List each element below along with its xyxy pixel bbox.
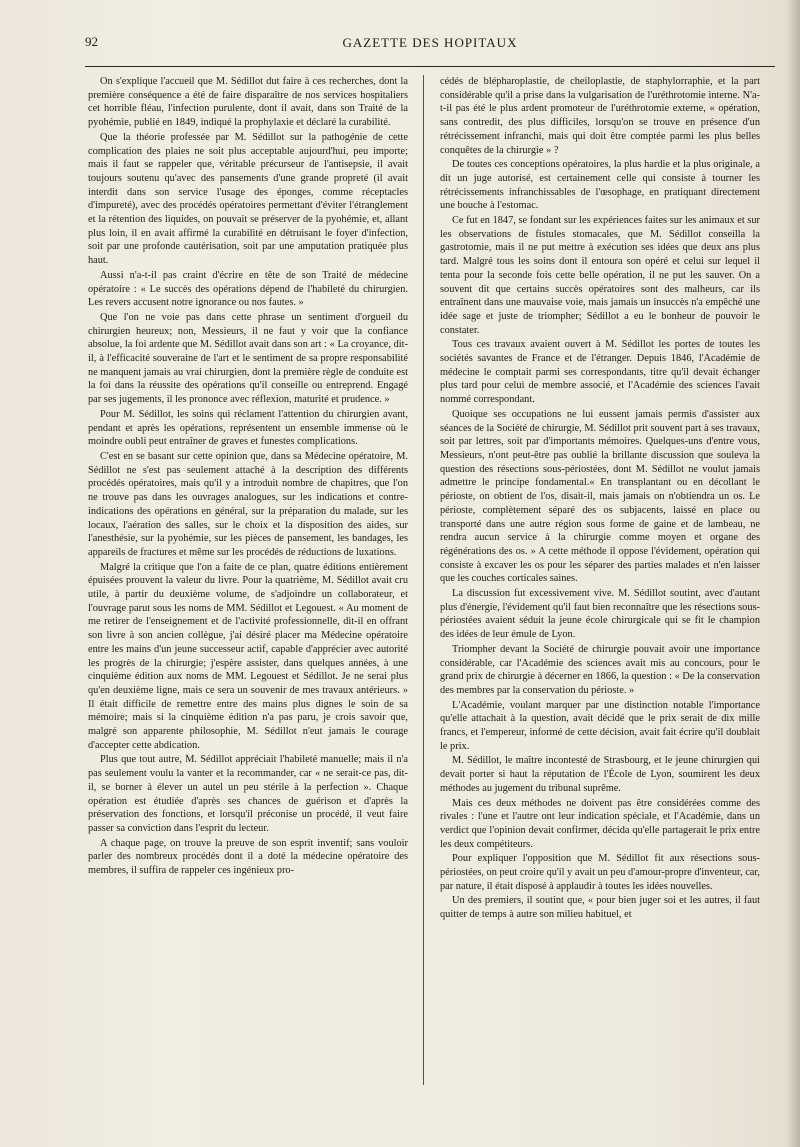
page-edge-shadow bbox=[786, 0, 800, 1147]
paragraph: cédés de blépharoplastie, de cheiloplastie, de staphylorraphie, et la part considérable qu'il a prise dans la vulgarisation de l'uréthrotomie interne. N'a-t-il pas été le plus ardent promoteur de l'uréthrotomie externe, « opération, sans contredit, des plus difficiles, lorsqu'on se trouve en présence d'un rétrécissement infranchi, mais qui doit être comptée parmi les plus belles conquêtes de la chirurgie » ? bbox=[440, 76, 760, 156]
paragraph: L'Académie, voulant marquer par une distinction notable l'importance qu'elle attachait à la question, avait décidé que le prix serait de dix mille francs, et l'empereur, informé de cette décision, avait fait écrire qu'il doublait le prix. bbox=[440, 699, 760, 752]
paragraph: C'est en se basant sur cette opinion que, dans sa Médecine opératoire, M. Sédillot ne s'est pas seulement attaché à la description des différents procédés opératoires, mais qu'il y a introduit nombre de chapitres, que l'on ne trouve pas dans les ouvrages analogues, sur les indications et contre-indications des opérations en général, sur la préparation du malade, sur les locaux, l'aération des salles, sur le choix et la disposition des aides, sur l'anesthésie, sur la pyohémie, sur les pièces de pansement, les bandages, les appareils de fractures et même sur les procédés de réductions de luxations. bbox=[88, 450, 408, 558]
column-divider bbox=[423, 75, 424, 1085]
running-title: GAZETTE DES HOPITAUX bbox=[342, 35, 518, 50]
paragraph: Aussi n'a-t-il pas craint d'écrire en tête de son Traité de médecine opératoire : « Le succès des opérations dépend de l'habileté du chirurgien. Les revers accusent notre ignorance ou nos fautes. » bbox=[88, 269, 408, 309]
paragraph: Pour expliquer l'opposition que M. Sédillot fit aux résections sous-périostées, on peut croire qu'il y avait un peu d'amour-propre d'inventeur, car, par nature, il était disposé à applaudir à toutes les idées nouvelles. bbox=[440, 853, 760, 892]
paragraph: Plus que tout autre, M. Sédillot appréciait l'habileté manuelle; mais il n'a pas seulement voulu la vanter et la recommander, car « ne serait-ce pas, dit-il, se borner à élever un autel un peu stérile à la perfection ». Chaque opération est étudiée d'après ses chances de guérison et d'après la préservation des fonctions, et lorsqu'il préconise un procédé, il veut faire passer sa conviction dans l'esprit du lecteur. bbox=[88, 754, 408, 834]
page-number: 92 bbox=[85, 34, 98, 49]
paragraph: On s'explique l'accueil que M. Sédillot dut faire à ces recherches, dont la première conséquence a été de faire disparaître de nos services hospitaliers cet horrible fléau, l'infection purulente, dont il avait, dans son Traité de la pyohémie, publié en 1849, indiqué la prophylaxie et déclaré la curabilité. bbox=[88, 76, 408, 129]
paragraph: Triompher devant la Société de chirurgie pouvait avoir une importance considérable, car l'Académie des sciences avait mis au concours, pour le grand prix de chirurgie à décerner en 1866, la question : « De la conservation des membres par la conservation du périoste. » bbox=[440, 643, 760, 696]
paragraph: M. Sédillot, le maître incontesté de Strasbourg, et le jeune chirurgien qui devait porter si haut la réputation de l'École de Lyon, soumirent les deux méthodes au jugement du tribunal suprême. bbox=[440, 755, 760, 794]
paragraph: De toutes ces conceptions opératoires, la plus hardie et la plus originale, a dit un juge autorisé, est certainement celle qui consiste à tourner les rétrécissements infranchissables de l'œsophage, en pratiquant directement une bouche à l'estomac. bbox=[440, 159, 760, 212]
paragraph: Ce fut en 1847, se fondant sur les expériences faites sur les animaux et sur les observations de fistules stomacales, que M. Sédillot conseilla la gastrotomie, mais il ne put mettre à exécution ses idées que deux ans plus tard. Malgré tous les soins dont il entoura son opéré et celui sur lequel il tenta pour la seconde fois cette belle opération, il ne put les sauver. On a souvent dit que certains succès opératoires sont des malheurs, car ils entraînent dans une mauvaise voie, mais jamais un insuccès n'a empêché une idée sage et juste de triompher; Sédillot a eu le bonheur de pouvoir le constater. bbox=[440, 215, 760, 336]
paragraph: Pour M. Sédillot, les soins qui réclament l'attention du chirurgien avant, pendant et après les opérations, représentent un ensemble immense où le moindre oubli peut entraîner de graves et funestes complications. bbox=[88, 408, 408, 448]
paragraph: Quoique ses occupations ne lui eussent jamais permis d'assister aux séances de la Société de chirurgie, M. Sédillot prit souvent part à ses travaux, soit par lettres, soit par d'importants mémoires. Quelques-uns d'entre vous, Messieurs, n'ont peut-être pas oublié la brillante discussion que souleva la question des résections sous-périostées, dont M. Sédillot ne voulut jamais admettre le principe fondamental.« En transplantant ou en décollant le périoste, on obtient de l'os, disait-il, mais jamais on n'obtiendra un os. Le périoste, complètement séparé des os subjacents, laissé en place ou transporté dans une autre région sous forme de gaine et de lambeau, ne rendra aucun service à la chirurgie comme moyen et organe des régénérations des os. » A cette méthode il oppose l'évidement, opération qui consiste à excaver les os pour les séparer des parties malades et n'en laisser que les couches corticales saines. bbox=[440, 408, 760, 585]
paragraph: Mais ces deux méthodes ne doivent pas être considérées comme des rivales : l'une et l'autre ont leur indication spéciale, et l'Académie, dans un verdict que l'opinion devait confirmer, décida qu'elle partagerait le prix entre les deux compétiteurs. bbox=[440, 797, 760, 850]
right-column bbox=[440, 75, 760, 923]
paragraph: La discussion fut excessivement vive. M. Sédillot soutint, avec d'autant plus d'énergie, l'évidement qu'il faut bien reconnaître que les résections sous-périostées avaient séduit la jeune école chirurgicale qui se fit le champion des idées de leur émule de Lyon. bbox=[440, 588, 760, 641]
paragraph: Que l'on ne voie pas dans cette phrase un sentiment d'orgueil du chirurgien heureux; non, Messieurs, il ne faut y voir que la confiance absolue, la foi ardente que M. Sédillot avait dans son art : « La croyance, dit-il, à l'efficacité souveraine de l'art et le sentiment de sa propre responsabilité ne manquent jamais au vrai chirurgien, dont la première règle de conduite est la foi dans la réussite des opérations qu'il conseille ou entreprend. Engagé par ses jugements, il les prononce avec réflexion, maturité et prudence. » bbox=[88, 311, 408, 406]
left-column bbox=[88, 75, 408, 879]
paragraph: Tous ces travaux avaient ouvert à M. Sédillot les portes de toutes les sociétés savantes de France et de l'étranger. Depuis 1846, l'Académie de médecine le comptait parmi ses correspondants, titre qu'il devait échanger plus tard pour celui de membre associé, et l'Académie des sciences l'avait nommé correspondant. bbox=[440, 339, 760, 406]
paragraph: Un des premiers, il soutint que, « pour bien juger soi et les autres, il faut quitter de temps à autre son milieu habituel, et bbox=[440, 895, 760, 921]
paragraph: Que la théorie professée par M. Sédillot sur la pathogénie de cette complication des plaies ne soit plus acceptable aujourd'hui, peu importe; mais il faut se rappeler que, véritable précurseur de l'antisepsie, il avait toujours soutenu qu'avec des pansements d'une grande propreté (il avait interdit dans son service l'usage des éponges, comme réceptacles d'impureté), avec des procédés opératoires permettant d'éviter l'étranglement et la rétention des liquides, on pouvait se préserver de la pyohémie, et, allant plus loin, il en avait affirmé la curabilité en détruisant le foyer d'infection, soit par une profonde cautérisation, soit par une amputation pratiquée plus haut. bbox=[88, 131, 408, 267]
page-header bbox=[85, 32, 775, 67]
paragraph: A chaque page, on trouve la preuve de son esprit inventif; sans vouloir parler des nombreux procédés dont il a doté la médecine opératoire des membres, il suffira de rappeler ces ingénieux pro- bbox=[88, 837, 408, 877]
paragraph: Malgré la critique que l'on a faite de ce plan, quatre éditions entièrement épuisées prouvent la valeur du livre. Pour la quatrième, M. Sédillot avait cru utile, à partir du deuxième volume, de s'adjoindre un collaborateur, et l'ouvrage parut sous les noms de MM. Sédillot et Legouest. « Au moment de me retirer de l'enseignement et de l'activité professionnelle, dit-il en offrant son livre à son ancien collègue, j'ai désiré placer ma Médecine opératoire entre les mains d'un jeune successeur actif, capable d'apprécier avec autorité les progrès de la chirurgie; j'espère assister, dans quelques années, à une cinquième édition aux noms de MM. Legouest et Sédillot. Je ne serai plus qu'en deuxième ligne, mais ce sera un souvenir de mes travaux antérieurs. » Il était difficile de remettre entre des mains plus dignes le soin de sa mémoire; mais si la cinquième édition n'a pas paru, je crois savoir que, malgré son apparente philosophie, M. Sédillot n'eut jamais le courage d'accepter cette abdication. bbox=[88, 561, 408, 751]
